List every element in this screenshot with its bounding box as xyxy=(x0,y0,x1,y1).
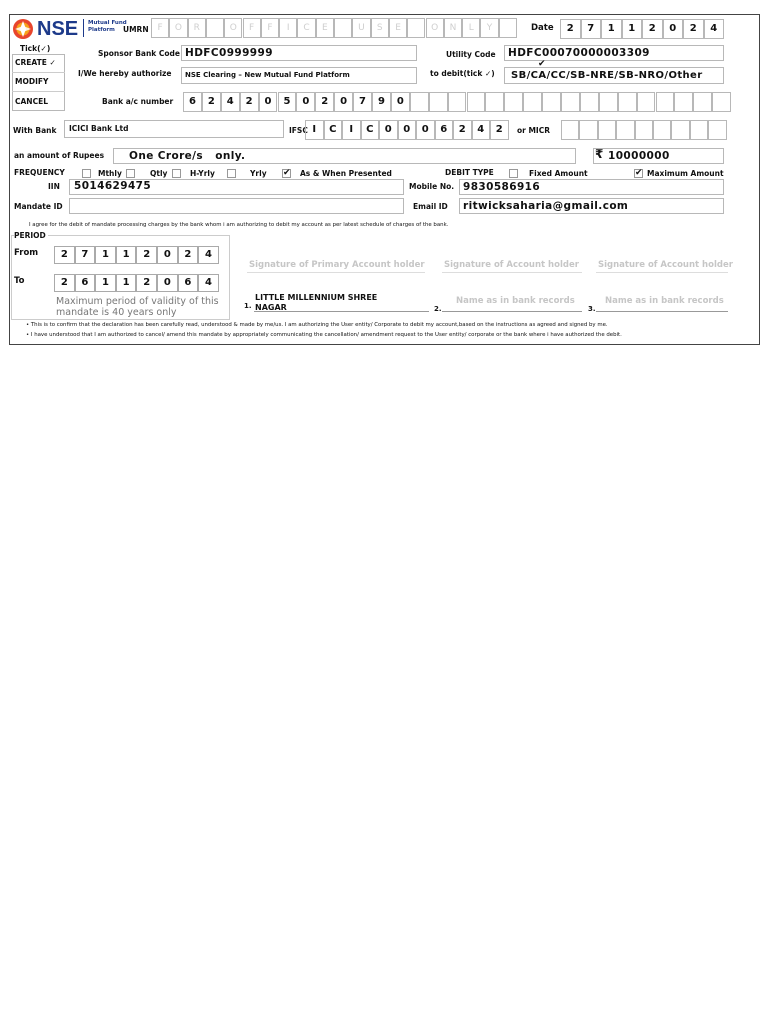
signatory-number-3: 3. xyxy=(588,305,596,313)
ifsc-char-cell[interactable]: 0 xyxy=(398,120,417,140)
email-value: ritwicksaharia@gmail.com xyxy=(463,200,629,212)
from-date-cell[interactable]: 2 xyxy=(136,246,157,264)
account-digit-cell[interactable] xyxy=(618,92,637,112)
micr-cell[interactable] xyxy=(598,120,616,140)
date-cell[interactable]: 7 xyxy=(581,19,602,39)
umrn-cell[interactable]: F xyxy=(243,18,261,38)
mobile-value: 9830586916 xyxy=(463,181,541,193)
nse-brand-text: NSE xyxy=(37,18,79,40)
create-option[interactable]: CREATE ✓ xyxy=(15,58,56,67)
frequency-checkbox[interactable] xyxy=(126,169,135,178)
umrn-cell[interactable] xyxy=(407,18,425,38)
umrn-cell[interactable]: R xyxy=(188,18,206,38)
ifsc-label: IFSC xyxy=(289,126,308,135)
amount-label: an amount of Rupees xyxy=(14,151,105,160)
date-cell[interactable]: 2 xyxy=(642,19,663,39)
account-digit-cell[interactable] xyxy=(674,92,693,112)
amount-figure-value: 10000000 xyxy=(608,150,670,162)
signatory-number-2: 2. xyxy=(434,305,442,313)
account-digit-cell[interactable]: 0 xyxy=(296,92,315,112)
ifsc-char-cell[interactable]: I xyxy=(305,120,324,140)
to-date-cell[interactable]: 6 xyxy=(75,274,96,292)
period-label: PERIOD xyxy=(14,231,46,240)
cancel-option[interactable]: CANCEL xyxy=(15,97,48,106)
amount-words-value: One Crore/s only. xyxy=(129,150,246,162)
nse-logo-icon xyxy=(12,18,34,40)
frequency-option-label: Mthly xyxy=(98,169,122,178)
date-cell[interactable]: 2 xyxy=(560,19,581,39)
debit-to-value: SB/CA/CC/SB-NRE/SB-NRO/Other xyxy=(511,70,703,81)
frequency-checkbox[interactable]: ✔ xyxy=(283,168,291,178)
date-cell[interactable]: 0 xyxy=(663,19,684,39)
date-cell[interactable]: 1 xyxy=(622,19,643,39)
umrn-cell[interactable]: L xyxy=(462,18,480,38)
umrn-cell[interactable]: O xyxy=(224,18,242,38)
account-digit-cell[interactable] xyxy=(467,92,486,112)
to-label: To xyxy=(14,276,25,286)
account-digit-cell[interactable] xyxy=(523,92,542,112)
umrn-cell[interactable]: I xyxy=(279,18,297,38)
account-digit-cell[interactable] xyxy=(693,92,712,112)
account-digit-cell[interactable]: 0 xyxy=(259,92,278,112)
umrn-cell[interactable] xyxy=(499,18,517,38)
signatory-name-1 xyxy=(255,293,377,313)
debit-to-tick: ✔ xyxy=(538,59,546,69)
frequency-checkbox[interactable] xyxy=(172,169,181,178)
account-digit-cell[interactable]: 9 xyxy=(372,92,391,112)
declaration-line-2: • I have understood that I am authorized to cancel/ amend this mandate by appropriately communicating the cancellation/ amendment request to the User entity/ corporate or the bank where i have authorized the debit. xyxy=(26,332,622,338)
umrn-cell[interactable]: O xyxy=(169,18,187,38)
from-date-cell[interactable]: 2 xyxy=(178,246,199,264)
bank-account-label: Bank a/c number xyxy=(102,97,174,106)
umrn-cell[interactable] xyxy=(206,18,224,38)
ifsc-char-cell[interactable]: 0 xyxy=(416,120,435,140)
account-digit-cell[interactable]: 0 xyxy=(391,92,410,112)
account-digit-cell[interactable]: 4 xyxy=(221,92,240,112)
micr-cell[interactable] xyxy=(690,120,708,140)
signatory-name-3: Name as in bank records xyxy=(605,296,724,306)
date-cell[interactable]: 2 xyxy=(683,19,704,39)
signature-line-2 xyxy=(442,272,582,273)
micr-cell[interactable] xyxy=(653,120,671,140)
date-cell[interactable]: 4 xyxy=(704,19,725,39)
ifsc-char-cell[interactable]: C xyxy=(324,120,343,140)
period-note-line2: mandate is 40 years only xyxy=(56,307,177,318)
frequency-checkbox[interactable] xyxy=(82,169,91,178)
signature-label-3: Signature of Account holder xyxy=(598,260,733,270)
tick-label: Tick(✓) xyxy=(20,44,51,53)
account-digit-cell[interactable]: 7 xyxy=(353,92,372,112)
frequency-option-label: Yrly xyxy=(250,169,267,178)
date-cell[interactable]: 1 xyxy=(601,19,622,39)
logo-subtitle-line2: Platform xyxy=(88,27,115,33)
action-divider-2 xyxy=(12,91,65,92)
ifsc-char-cell[interactable]: 2 xyxy=(453,120,472,140)
maximum-amount-label: Maximum Amount xyxy=(647,169,724,178)
utility-value: HDFC00070000003309 xyxy=(508,47,650,59)
signature-label-2: Signature of Account holder xyxy=(444,260,579,270)
account-digit-cell[interactable]: 2 xyxy=(240,92,259,112)
date-label: Date xyxy=(531,23,554,33)
name-line-3 xyxy=(596,311,728,312)
account-digit-cell[interactable] xyxy=(410,92,429,112)
from-date-cell[interactable]: 7 xyxy=(75,246,96,264)
micr-cell[interactable] xyxy=(671,120,689,140)
to-date-cell[interactable]: 1 xyxy=(95,274,116,292)
maximum-amount-checkbox[interactable]: ✔ xyxy=(635,168,643,178)
to-date-cell[interactable]: 1 xyxy=(116,274,137,292)
umrn-cell[interactable]: O xyxy=(426,18,444,38)
modify-option[interactable]: MODIFY xyxy=(15,77,49,86)
account-digit-cell[interactable] xyxy=(504,92,523,112)
logo-subtitle xyxy=(88,20,127,34)
agree-text: I agree for the debit of mandate processing charges by the bank whom i am authorizing to debit my account as per latest schedule of charges of the bank. xyxy=(29,222,449,228)
frequency-option-label: H-Yrly xyxy=(190,169,215,178)
umrn-cell[interactable]: N xyxy=(444,18,462,38)
from-date-cell[interactable]: 2 xyxy=(54,246,75,264)
account-digit-cell[interactable]: 2 xyxy=(315,92,334,112)
from-date-cell[interactable]: 0 xyxy=(157,246,178,264)
ifsc-char-cell[interactable]: 2 xyxy=(490,120,509,140)
to-date-cell[interactable]: 2 xyxy=(54,274,75,292)
to-date-cell[interactable]: 0 xyxy=(157,274,178,292)
ifsc-char-cell[interactable]: I xyxy=(342,120,361,140)
umrn-cell[interactable]: S xyxy=(371,18,389,38)
account-digit-cell[interactable] xyxy=(561,92,580,112)
utility-label: Utility Code xyxy=(446,50,496,59)
account-digit-cell[interactable] xyxy=(485,92,504,112)
debit-to-label: to debit(tick ✓) xyxy=(430,69,495,78)
from-date-cell[interactable]: 4 xyxy=(198,246,219,264)
signature-label-1: Signature of Primary Account holder xyxy=(249,260,425,270)
iin-value: 5014629475 xyxy=(74,180,152,192)
umrn-cell[interactable] xyxy=(334,18,352,38)
frequency-option-label: Qtly xyxy=(150,169,168,178)
with-bank-value: ICICI Bank Ltd xyxy=(69,124,129,133)
frequency-checkbox[interactable] xyxy=(227,169,236,178)
fixed-amount-label: Fixed Amount xyxy=(529,169,588,178)
to-date-cell[interactable]: 2 xyxy=(136,274,157,292)
micr-label: or MICR xyxy=(517,126,550,135)
signature-line-3 xyxy=(596,272,728,273)
account-digit-cell[interactable]: 0 xyxy=(334,92,353,112)
logo-divider xyxy=(83,19,84,37)
to-date-cell[interactable]: 4 xyxy=(198,274,219,292)
signatory-number-1: 1. xyxy=(244,302,252,310)
account-digit-cell[interactable]: 5 xyxy=(278,92,297,112)
account-digit-cell[interactable] xyxy=(448,92,467,112)
authorize-label: I/We hereby authorize xyxy=(78,69,172,78)
declaration-line-1: • This is to confirm that the declaration has been carefully read, understood & made by me/us. I am authorizing the User entity/ Corporate to debit my account,based on the instructions as agreed and signed by me. xyxy=(26,322,608,328)
from-label: From xyxy=(14,248,39,258)
period-note-line1: Maximum period of validity of this xyxy=(56,296,219,307)
account-digit-cell[interactable] xyxy=(656,92,675,112)
ifsc-char-cell[interactable]: C xyxy=(361,120,380,140)
mobile-label: Mobile No. xyxy=(409,182,455,191)
umrn-cell[interactable]: F xyxy=(261,18,279,38)
micr-cell[interactable] xyxy=(635,120,653,140)
name-line-1 xyxy=(254,311,429,312)
fixed-amount-checkbox[interactable] xyxy=(509,169,518,178)
email-label: Email ID xyxy=(413,202,448,211)
micr-cell[interactable] xyxy=(579,120,597,140)
umrn-cell[interactable]: C xyxy=(297,18,315,38)
account-digit-cell[interactable] xyxy=(637,92,656,112)
umrn-label: UMRN xyxy=(123,25,149,34)
mandate-id-label: Mandate ID xyxy=(14,202,63,211)
to-date-cell[interactable]: 6 xyxy=(178,274,199,292)
nse-logo xyxy=(12,18,80,40)
account-digit-cell[interactable]: 6 xyxy=(183,92,202,112)
account-digit-cell[interactable] xyxy=(542,92,561,112)
ifsc-char-cell[interactable]: 6 xyxy=(435,120,454,140)
from-date-cell[interactable]: 1 xyxy=(116,246,137,264)
account-digit-cell[interactable]: 2 xyxy=(202,92,221,112)
iin-label: IIN xyxy=(48,182,60,191)
umrn-cell[interactable]: E xyxy=(389,18,407,38)
signatory-name-2: Name as in bank records xyxy=(456,296,575,306)
from-date-cell[interactable]: 1 xyxy=(95,246,116,264)
action-divider-1 xyxy=(12,72,65,73)
debit-type-label: DEBIT TYPE xyxy=(445,168,494,177)
umrn-cell[interactable]: U xyxy=(352,18,370,38)
umrn-cell[interactable]: Y xyxy=(480,18,498,38)
with-bank-label: With Bank xyxy=(13,126,57,135)
micr-cell[interactable] xyxy=(561,120,579,140)
account-digit-cell[interactable] xyxy=(712,92,731,112)
mandate-id-field[interactable] xyxy=(69,198,404,214)
umrn-cell[interactable]: F xyxy=(151,18,169,38)
mandate-form xyxy=(9,14,760,345)
micr-cell[interactable] xyxy=(616,120,634,140)
signatory-name-1-line2: NAGAR xyxy=(255,303,287,312)
logo-subtitle-line1: Mutual Fund xyxy=(88,20,127,26)
micr-cell[interactable] xyxy=(708,120,726,140)
ifsc-char-cell[interactable]: 0 xyxy=(379,120,398,140)
frequency-option-label: As & When Presented xyxy=(300,169,392,178)
sponsor-value: HDFC0999999 xyxy=(185,47,273,59)
frequency-label: FREQUENCY xyxy=(14,168,65,177)
signatory-name-1-line1: LITTLE MILLENNIUM SHREE xyxy=(255,293,378,302)
rupee-symbol: ₹ xyxy=(595,147,604,161)
ifsc-char-cell[interactable]: 4 xyxy=(472,120,491,140)
account-digit-cell[interactable] xyxy=(599,92,618,112)
signature-line-1 xyxy=(247,272,425,273)
sponsor-label: Sponsor Bank Code xyxy=(98,49,181,58)
account-digit-cell[interactable] xyxy=(429,92,448,112)
account-digit-cell[interactable] xyxy=(580,92,599,112)
name-line-2 xyxy=(442,311,582,312)
umrn-cell[interactable]: E xyxy=(316,18,334,38)
authorize-value: NSE Clearing – New Mutual Fund Platform xyxy=(185,71,350,79)
